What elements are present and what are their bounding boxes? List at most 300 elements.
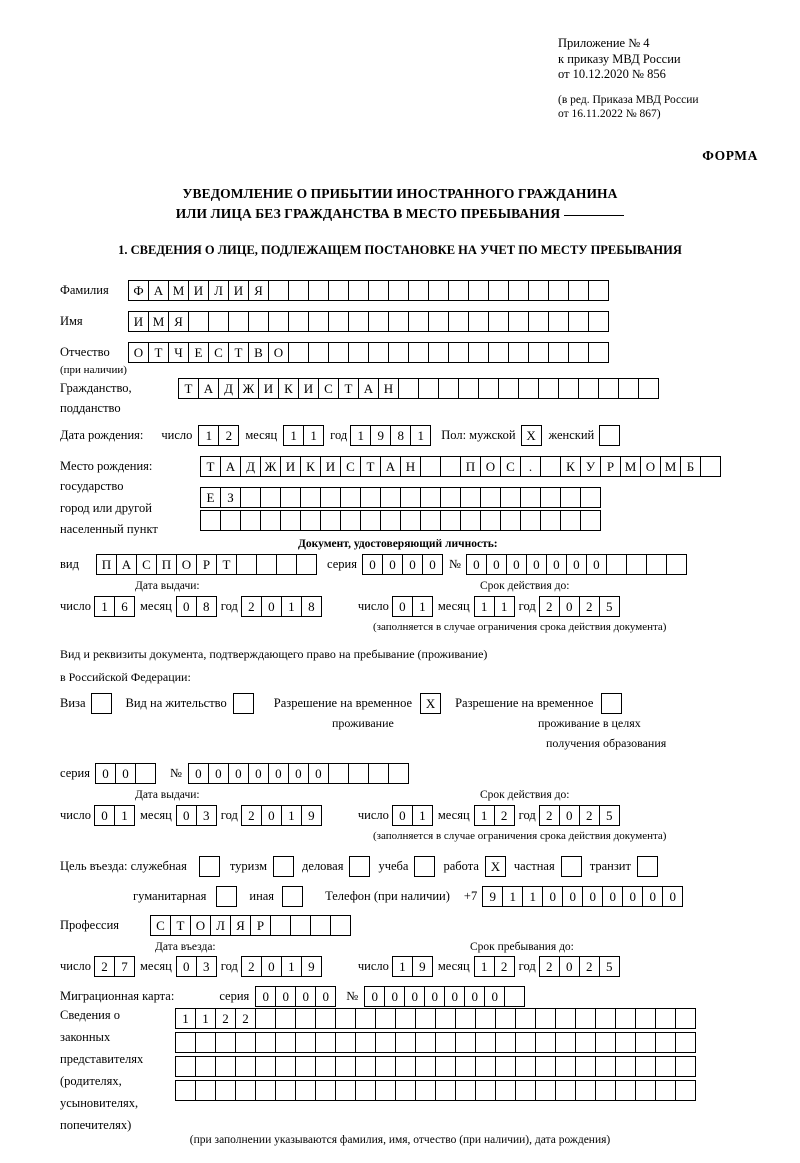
char-cell[interactable]: Я — [168, 311, 189, 332]
char-cell[interactable] — [315, 1056, 336, 1077]
char-cell[interactable] — [535, 1008, 556, 1029]
char-cell[interactable]: Ж — [238, 378, 259, 399]
char-cell[interactable] — [435, 1056, 456, 1077]
char-cell[interactable]: Ф — [128, 280, 149, 301]
char-cell[interactable] — [480, 487, 501, 508]
char-cell[interactable]: 9 — [412, 956, 433, 977]
char-cell[interactable]: И — [320, 456, 341, 477]
char-cell[interactable]: С — [500, 456, 521, 477]
char-cell[interactable] — [328, 763, 349, 784]
char-cell[interactable] — [515, 1008, 536, 1029]
char-cell[interactable]: 2 — [218, 425, 239, 446]
char-cell[interactable] — [655, 1032, 676, 1053]
char-cell[interactable]: А — [148, 280, 169, 301]
char-cell[interactable] — [320, 510, 341, 531]
char-cell[interactable]: 0 — [602, 886, 623, 907]
char-cell[interactable] — [398, 378, 419, 399]
char-cell[interactable]: О — [190, 915, 211, 936]
char-cell[interactable]: И — [298, 378, 319, 399]
char-cell[interactable] — [488, 342, 509, 363]
char-cell[interactable] — [548, 280, 569, 301]
char-cell[interactable]: 1 — [392, 956, 413, 977]
char-cell[interactable] — [215, 1032, 236, 1053]
char-cell[interactable]: Р — [600, 456, 621, 477]
char-cell[interactable] — [548, 342, 569, 363]
char-cell[interactable] — [275, 1008, 296, 1029]
char-cell[interactable]: В — [248, 342, 269, 363]
stay-issue-month-input[interactable] — [176, 805, 217, 826]
char-cell[interactable] — [300, 487, 321, 508]
char-cell[interactable] — [348, 280, 369, 301]
char-cell[interactable]: Л — [208, 280, 229, 301]
char-cell[interactable] — [528, 311, 549, 332]
char-cell[interactable] — [208, 311, 229, 332]
char-cell[interactable]: 1 — [494, 596, 515, 617]
mig-series-input[interactable] — [255, 986, 336, 1007]
char-cell[interactable] — [568, 280, 589, 301]
char-cell[interactable] — [395, 1056, 416, 1077]
char-cell[interactable] — [475, 1080, 496, 1101]
char-cell[interactable] — [515, 1056, 536, 1077]
char-cell[interactable] — [615, 1056, 636, 1077]
char-cell[interactable] — [268, 311, 289, 332]
char-cell[interactable]: 0 — [662, 886, 683, 907]
char-cell[interactable] — [260, 510, 281, 531]
char-cell[interactable]: 0 — [424, 986, 445, 1007]
stay-issue-year-input[interactable] — [241, 805, 322, 826]
char-cell[interactable]: Ж — [260, 456, 281, 477]
char-cell[interactable] — [675, 1056, 696, 1077]
char-cell[interactable] — [635, 1032, 656, 1053]
char-cell[interactable]: 2 — [539, 956, 560, 977]
char-cell[interactable] — [295, 1056, 316, 1077]
char-cell[interactable]: 0 — [642, 886, 663, 907]
char-cell[interactable] — [315, 1080, 336, 1101]
char-cell[interactable]: Б — [680, 456, 701, 477]
char-cell[interactable] — [646, 554, 667, 575]
char-cell[interactable] — [518, 378, 539, 399]
char-cell[interactable]: 0 — [95, 763, 116, 784]
char-cell[interactable]: 0 — [546, 554, 567, 575]
purpose-business-checkbox[interactable] — [349, 856, 370, 877]
char-cell[interactable]: И — [258, 378, 279, 399]
char-cell[interactable] — [295, 1032, 316, 1053]
char-cell[interactable] — [508, 342, 529, 363]
char-cell[interactable] — [395, 1080, 416, 1101]
char-cell[interactable] — [340, 487, 361, 508]
char-cell[interactable] — [528, 280, 549, 301]
char-cell[interactable] — [666, 554, 687, 575]
char-cell[interactable]: Н — [400, 456, 421, 477]
char-cell[interactable] — [388, 311, 409, 332]
char-cell[interactable] — [348, 311, 369, 332]
char-cell[interactable] — [428, 280, 449, 301]
char-cell[interactable] — [328, 342, 349, 363]
citizenship-input[interactable] — [178, 378, 659, 399]
char-cell[interactable] — [435, 1032, 456, 1053]
doc-issue-month-input[interactable] — [176, 596, 217, 617]
char-cell[interactable] — [655, 1080, 676, 1101]
char-cell[interactable] — [375, 1056, 396, 1077]
char-cell[interactable]: С — [340, 456, 361, 477]
char-cell[interactable]: 8 — [301, 596, 322, 617]
char-cell[interactable] — [375, 1080, 396, 1101]
char-cell[interactable] — [435, 1008, 456, 1029]
char-cell[interactable] — [248, 311, 269, 332]
char-cell[interactable]: Е — [188, 342, 209, 363]
char-cell[interactable]: 1 — [522, 886, 543, 907]
char-cell[interactable] — [535, 1056, 556, 1077]
char-cell[interactable] — [335, 1008, 356, 1029]
char-cell[interactable] — [288, 311, 309, 332]
char-cell[interactable]: 3 — [196, 956, 217, 977]
char-cell[interactable] — [195, 1080, 216, 1101]
char-cell[interactable]: 1 — [281, 956, 302, 977]
stay-series-input[interactable] — [95, 763, 156, 784]
char-cell[interactable] — [500, 487, 521, 508]
char-cell[interactable] — [215, 1056, 236, 1077]
char-cell[interactable] — [540, 456, 561, 477]
char-cell[interactable] — [568, 311, 589, 332]
char-cell[interactable] — [175, 1080, 196, 1101]
char-cell[interactable] — [555, 1008, 576, 1029]
char-cell[interactable] — [335, 1056, 356, 1077]
char-cell[interactable] — [348, 763, 369, 784]
char-cell[interactable]: Ч — [168, 342, 189, 363]
char-cell[interactable] — [495, 1008, 516, 1029]
char-cell[interactable] — [355, 1032, 376, 1053]
char-cell[interactable] — [308, 311, 329, 332]
char-cell[interactable] — [700, 456, 721, 477]
char-cell[interactable] — [295, 1008, 316, 1029]
char-cell[interactable] — [310, 915, 331, 936]
char-cell[interactable] — [295, 1080, 316, 1101]
char-cell[interactable] — [448, 311, 469, 332]
purpose-work-checkbox[interactable]: X — [485, 856, 506, 877]
char-cell[interactable] — [588, 311, 609, 332]
char-cell[interactable] — [255, 1080, 276, 1101]
char-cell[interactable]: А — [220, 456, 241, 477]
char-cell[interactable] — [535, 1032, 556, 1053]
char-cell[interactable]: 0 — [288, 763, 309, 784]
char-cell[interactable] — [375, 1008, 396, 1029]
char-cell[interactable]: О — [176, 554, 197, 575]
purpose-transit-checkbox[interactable] — [637, 856, 658, 877]
char-cell[interactable]: 0 — [295, 986, 316, 1007]
char-cell[interactable] — [375, 1032, 396, 1053]
char-cell[interactable] — [315, 1032, 336, 1053]
char-cell[interactable]: 2 — [579, 805, 600, 826]
char-cell[interactable] — [568, 342, 589, 363]
char-cell[interactable]: 1 — [412, 596, 433, 617]
char-cell[interactable]: 8 — [390, 425, 411, 446]
birth-day-input[interactable] — [198, 425, 239, 446]
char-cell[interactable] — [448, 280, 469, 301]
doc-kind-input[interactable] — [96, 554, 317, 575]
char-cell[interactable]: 0 — [542, 886, 563, 907]
birth-place-input-2[interactable] — [200, 487, 601, 508]
char-cell[interactable]: 1 — [281, 805, 302, 826]
char-cell[interactable] — [415, 1032, 436, 1053]
char-cell[interactable] — [540, 510, 561, 531]
char-cell[interactable]: 1 — [175, 1008, 196, 1029]
char-cell[interactable] — [460, 487, 481, 508]
char-cell[interactable] — [528, 342, 549, 363]
char-cell[interactable] — [280, 487, 301, 508]
char-cell[interactable] — [468, 280, 489, 301]
char-cell[interactable] — [508, 280, 529, 301]
char-cell[interactable]: 1 — [410, 425, 431, 446]
char-cell[interactable] — [558, 378, 579, 399]
stay-issue-day-input[interactable] — [94, 805, 135, 826]
char-cell[interactable] — [508, 311, 529, 332]
char-cell[interactable] — [626, 554, 647, 575]
char-cell[interactable] — [618, 378, 639, 399]
char-cell[interactable] — [655, 1056, 676, 1077]
char-cell[interactable]: 0 — [176, 956, 197, 977]
char-cell[interactable]: 0 — [384, 986, 405, 1007]
char-cell[interactable]: 0 — [586, 554, 607, 575]
char-cell[interactable]: Д — [240, 456, 261, 477]
char-cell[interactable]: С — [150, 915, 171, 936]
char-cell[interactable] — [448, 342, 469, 363]
birth-place-input-1[interactable] — [200, 456, 721, 477]
char-cell[interactable] — [606, 554, 627, 575]
char-cell[interactable] — [400, 487, 421, 508]
char-cell[interactable]: 0 — [484, 986, 505, 1007]
char-cell[interactable] — [575, 1008, 596, 1029]
char-cell[interactable]: 0 — [261, 596, 282, 617]
char-cell[interactable] — [256, 554, 277, 575]
char-cell[interactable] — [475, 1008, 496, 1029]
char-cell[interactable] — [340, 510, 361, 531]
entry-month-input[interactable] — [176, 956, 217, 977]
doc-valid-year-input[interactable] — [539, 596, 620, 617]
char-cell[interactable] — [388, 342, 409, 363]
char-cell[interactable] — [360, 487, 381, 508]
char-cell[interactable]: 6 — [114, 596, 135, 617]
char-cell[interactable] — [495, 1080, 516, 1101]
char-cell[interactable]: П — [96, 554, 117, 575]
char-cell[interactable] — [300, 510, 321, 531]
char-cell[interactable] — [240, 510, 261, 531]
char-cell[interactable]: 2 — [241, 805, 262, 826]
char-cell[interactable]: 0 — [308, 763, 329, 784]
char-cell[interactable] — [675, 1032, 696, 1053]
char-cell[interactable]: 0 — [486, 554, 507, 575]
char-cell[interactable]: 2 — [241, 956, 262, 977]
char-cell[interactable]: А — [198, 378, 219, 399]
char-cell[interactable]: С — [136, 554, 157, 575]
char-cell[interactable] — [296, 554, 317, 575]
char-cell[interactable] — [498, 378, 519, 399]
char-cell[interactable] — [428, 311, 449, 332]
char-cell[interactable] — [368, 342, 389, 363]
char-cell[interactable] — [236, 554, 257, 575]
char-cell[interactable] — [555, 1032, 576, 1053]
char-cell[interactable]: 2 — [579, 596, 600, 617]
char-cell[interactable]: 0 — [315, 986, 336, 1007]
char-cell[interactable]: А — [380, 456, 401, 477]
char-cell[interactable] — [388, 763, 409, 784]
char-cell[interactable]: Р — [250, 915, 271, 936]
doc-number-input[interactable] — [466, 554, 687, 575]
char-cell[interactable]: 0 — [392, 805, 413, 826]
char-cell[interactable] — [408, 342, 429, 363]
char-cell[interactable]: 1 — [502, 886, 523, 907]
char-cell[interactable]: 0 — [94, 805, 115, 826]
char-cell[interactable] — [475, 1032, 496, 1053]
char-cell[interactable] — [420, 456, 441, 477]
birth-place-input-3[interactable] — [200, 510, 601, 531]
char-cell[interactable]: 0 — [176, 596, 197, 617]
char-cell[interactable]: 0 — [562, 886, 583, 907]
char-cell[interactable]: Т — [360, 456, 381, 477]
char-cell[interactable] — [255, 1008, 276, 1029]
char-cell[interactable]: 8 — [196, 596, 217, 617]
char-cell[interactable] — [540, 487, 561, 508]
char-cell[interactable] — [328, 311, 349, 332]
char-cell[interactable] — [560, 510, 581, 531]
char-cell[interactable]: А — [116, 554, 137, 575]
char-cell[interactable] — [598, 378, 619, 399]
char-cell[interactable] — [388, 280, 409, 301]
char-cell[interactable] — [578, 378, 599, 399]
legal-rep-input-1[interactable] — [175, 1008, 696, 1029]
char-cell[interactable]: И — [228, 280, 249, 301]
char-cell[interactable] — [538, 378, 559, 399]
char-cell[interactable] — [595, 1056, 616, 1077]
char-cell[interactable]: О — [268, 342, 289, 363]
char-cell[interactable]: 1 — [412, 805, 433, 826]
char-cell[interactable] — [575, 1080, 596, 1101]
char-cell[interactable]: 0 — [255, 986, 276, 1007]
char-cell[interactable] — [615, 1008, 636, 1029]
profession-input[interactable] — [150, 915, 351, 936]
char-cell[interactable]: 1 — [281, 596, 302, 617]
char-cell[interactable] — [495, 1056, 516, 1077]
doc-issue-day-input[interactable] — [94, 596, 135, 617]
char-cell[interactable]: 0 — [188, 763, 209, 784]
char-cell[interactable] — [240, 487, 261, 508]
char-cell[interactable]: Т — [170, 915, 191, 936]
char-cell[interactable]: 7 — [114, 956, 135, 977]
char-cell[interactable]: 0 — [444, 986, 465, 1007]
char-cell[interactable] — [415, 1008, 436, 1029]
char-cell[interactable] — [355, 1008, 376, 1029]
char-cell[interactable] — [175, 1056, 196, 1077]
char-cell[interactable]: 9 — [370, 425, 391, 446]
char-cell[interactable] — [560, 487, 581, 508]
char-cell[interactable]: 2 — [494, 805, 515, 826]
char-cell[interactable]: 2 — [539, 596, 560, 617]
purpose-private-checkbox[interactable] — [561, 856, 582, 877]
char-cell[interactable]: 1 — [474, 596, 495, 617]
temp-residence-checkbox[interactable]: X — [420, 693, 441, 714]
char-cell[interactable] — [315, 1008, 336, 1029]
char-cell[interactable]: 1 — [195, 1008, 216, 1029]
char-cell[interactable] — [380, 510, 401, 531]
char-cell[interactable] — [288, 342, 309, 363]
char-cell[interactable] — [580, 510, 601, 531]
char-cell[interactable]: 0 — [382, 554, 403, 575]
char-cell[interactable] — [395, 1008, 416, 1029]
char-cell[interactable]: Т — [178, 378, 199, 399]
char-cell[interactable] — [275, 1032, 296, 1053]
char-cell[interactable]: К — [300, 456, 321, 477]
char-cell[interactable] — [435, 1080, 456, 1101]
char-cell[interactable] — [480, 510, 501, 531]
entry-day-input[interactable] — [94, 956, 135, 977]
char-cell[interactable] — [440, 510, 461, 531]
char-cell[interactable] — [268, 280, 289, 301]
char-cell[interactable]: З — [220, 487, 241, 508]
phone-input[interactable] — [482, 886, 683, 907]
char-cell[interactable]: И — [188, 280, 209, 301]
char-cell[interactable] — [455, 1056, 476, 1077]
char-cell[interactable] — [500, 510, 521, 531]
char-cell[interactable]: 9 — [301, 956, 322, 977]
char-cell[interactable] — [595, 1008, 616, 1029]
char-cell[interactable] — [458, 378, 479, 399]
legal-rep-input-3[interactable] — [175, 1056, 696, 1077]
char-cell[interactable]: 0 — [622, 886, 643, 907]
char-cell[interactable] — [418, 378, 439, 399]
char-cell[interactable]: Л — [210, 915, 231, 936]
char-cell[interactable] — [280, 510, 301, 531]
char-cell[interactable]: Н — [378, 378, 399, 399]
sex-male-checkbox[interactable]: X — [521, 425, 542, 446]
char-cell[interactable] — [520, 487, 541, 508]
char-cell[interactable] — [195, 1032, 216, 1053]
char-cell[interactable] — [355, 1056, 376, 1077]
birth-month-input[interactable] — [283, 425, 324, 446]
legal-rep-input-2[interactable] — [175, 1032, 696, 1053]
char-cell[interactable] — [290, 915, 311, 936]
char-cell[interactable] — [595, 1032, 616, 1053]
char-cell[interactable] — [535, 1080, 556, 1101]
char-cell[interactable] — [135, 763, 156, 784]
char-cell[interactable] — [504, 986, 525, 1007]
char-cell[interactable]: М — [660, 456, 681, 477]
char-cell[interactable] — [335, 1032, 356, 1053]
char-cell[interactable]: У — [580, 456, 601, 477]
char-cell[interactable] — [555, 1080, 576, 1101]
char-cell[interactable]: Т — [228, 342, 249, 363]
char-cell[interactable]: 0 — [559, 956, 580, 977]
char-cell[interactable] — [588, 280, 609, 301]
purpose-tourism-checkbox[interactable] — [273, 856, 294, 877]
char-cell[interactable]: 0 — [402, 554, 423, 575]
char-cell[interactable]: П — [156, 554, 177, 575]
char-cell[interactable] — [330, 915, 351, 936]
name-input[interactable] — [128, 311, 609, 332]
char-cell[interactable]: 0 — [559, 596, 580, 617]
char-cell[interactable] — [255, 1056, 276, 1077]
char-cell[interactable] — [368, 763, 389, 784]
char-cell[interactable]: 0 — [566, 554, 587, 575]
char-cell[interactable] — [638, 378, 659, 399]
patronymic-input[interactable] — [128, 342, 609, 363]
char-cell[interactable]: Д — [218, 378, 239, 399]
char-cell[interactable] — [360, 510, 381, 531]
char-cell[interactable]: 0 — [261, 956, 282, 977]
purpose-official-checkbox[interactable] — [199, 856, 220, 877]
char-cell[interactable]: 0 — [362, 554, 383, 575]
char-cell[interactable] — [635, 1080, 656, 1101]
stay-until-month-input[interactable] — [474, 956, 515, 977]
char-cell[interactable] — [400, 510, 421, 531]
